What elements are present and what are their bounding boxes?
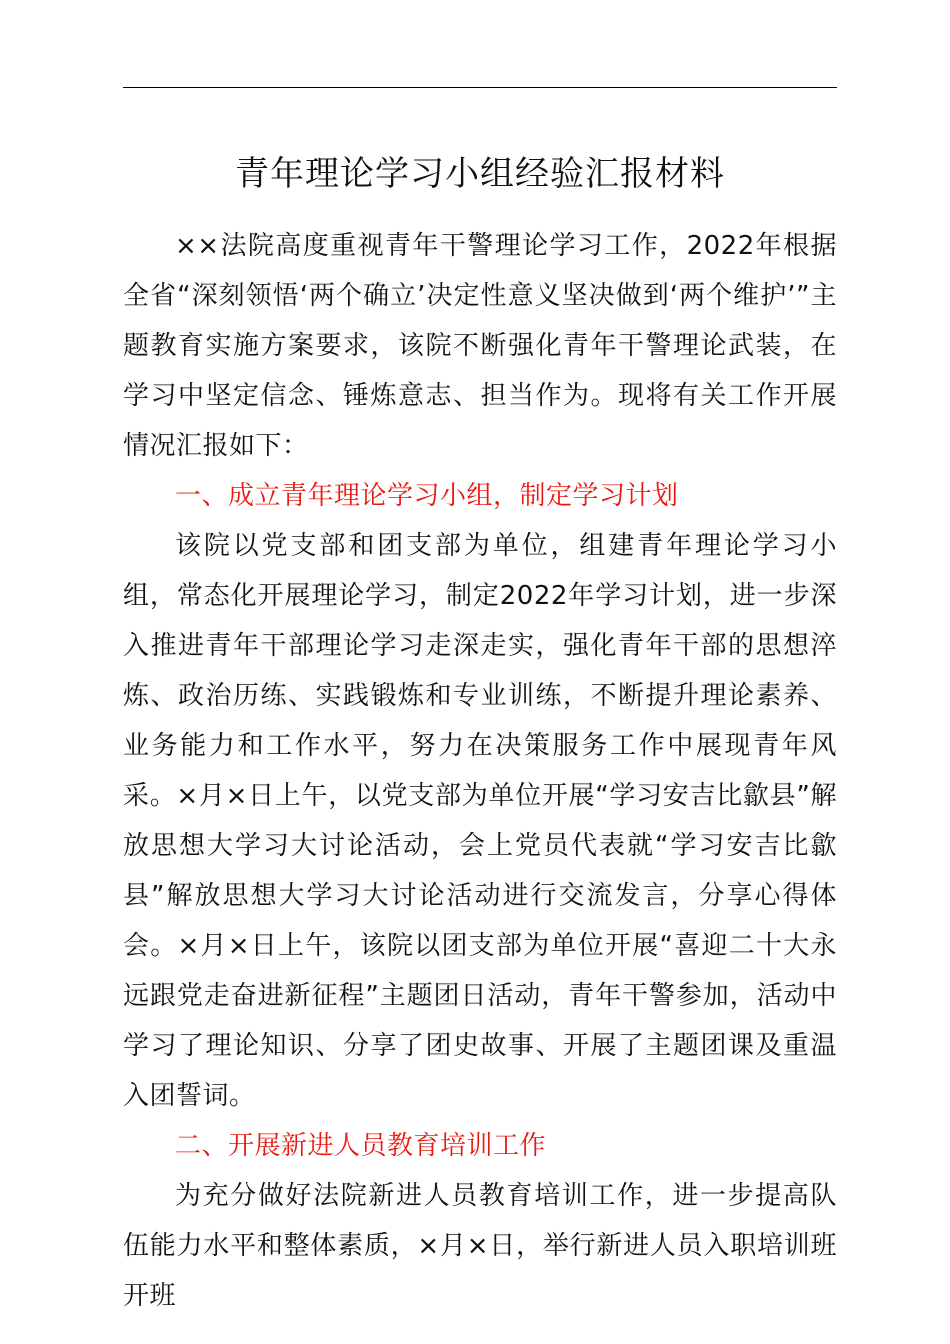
section-heading-2: 二、开展新进人员教育培训工作: [175, 1131, 547, 1161]
document-body: [123, 221, 837, 1321]
section-body-1: 该院以党支部和团支部为单位，组建青年理论学习小组，常态化开展理论学习，制定2022年学习计划，进一步深入推进青年干部理论学习走深走实，强化青年干部的思想淬炼、政治历练、实践锻炼和专业训练，不断提升理论素养、业务能力和工作水平，努力在决策服务工作中展现青年风采。×月×日上午，以党支部为单位开展“学习安吉比歙县”解放思想大学习大讨论活动，会上党员代表就“学习安吉比歙县”解放思想大学习大讨论活动进行交流发言，分享心得体会。×月×日上午，该院以团支部为单位开展“喜迎二十大永远跟党走奋进新征程”主题团日活动，青年干警参加，活动中学习了理论知识、分享了团史故事、开展了主题团课及重温入团誓词。: [123, 531, 837, 1111]
section-heading-1: 一、成立青年理论学习小组，制定学习计划: [175, 481, 679, 511]
section-body-2: 为充分做好法院新进人员教育培训工作，进一步提高队伍能力水平和整体素质，×月×日，举行新进人员入职培训班开班: [123, 1181, 837, 1311]
intro-paragraph: ××法院高度重视青年干警理论学习工作，2022年根据全省“深刻领悟‘两个确立’决定性意义坚决做到‘两个维护’”主题教育实施方案要求，该院不断强化青年干警理论武装，在学习中坚定信念、锤炼意志、担当作为。现将有关工作开展情况汇报如下：: [123, 231, 837, 461]
document-title: 青年理论学习小组经验汇报材料: [235, 154, 725, 194]
header-rule: [123, 87, 837, 88]
